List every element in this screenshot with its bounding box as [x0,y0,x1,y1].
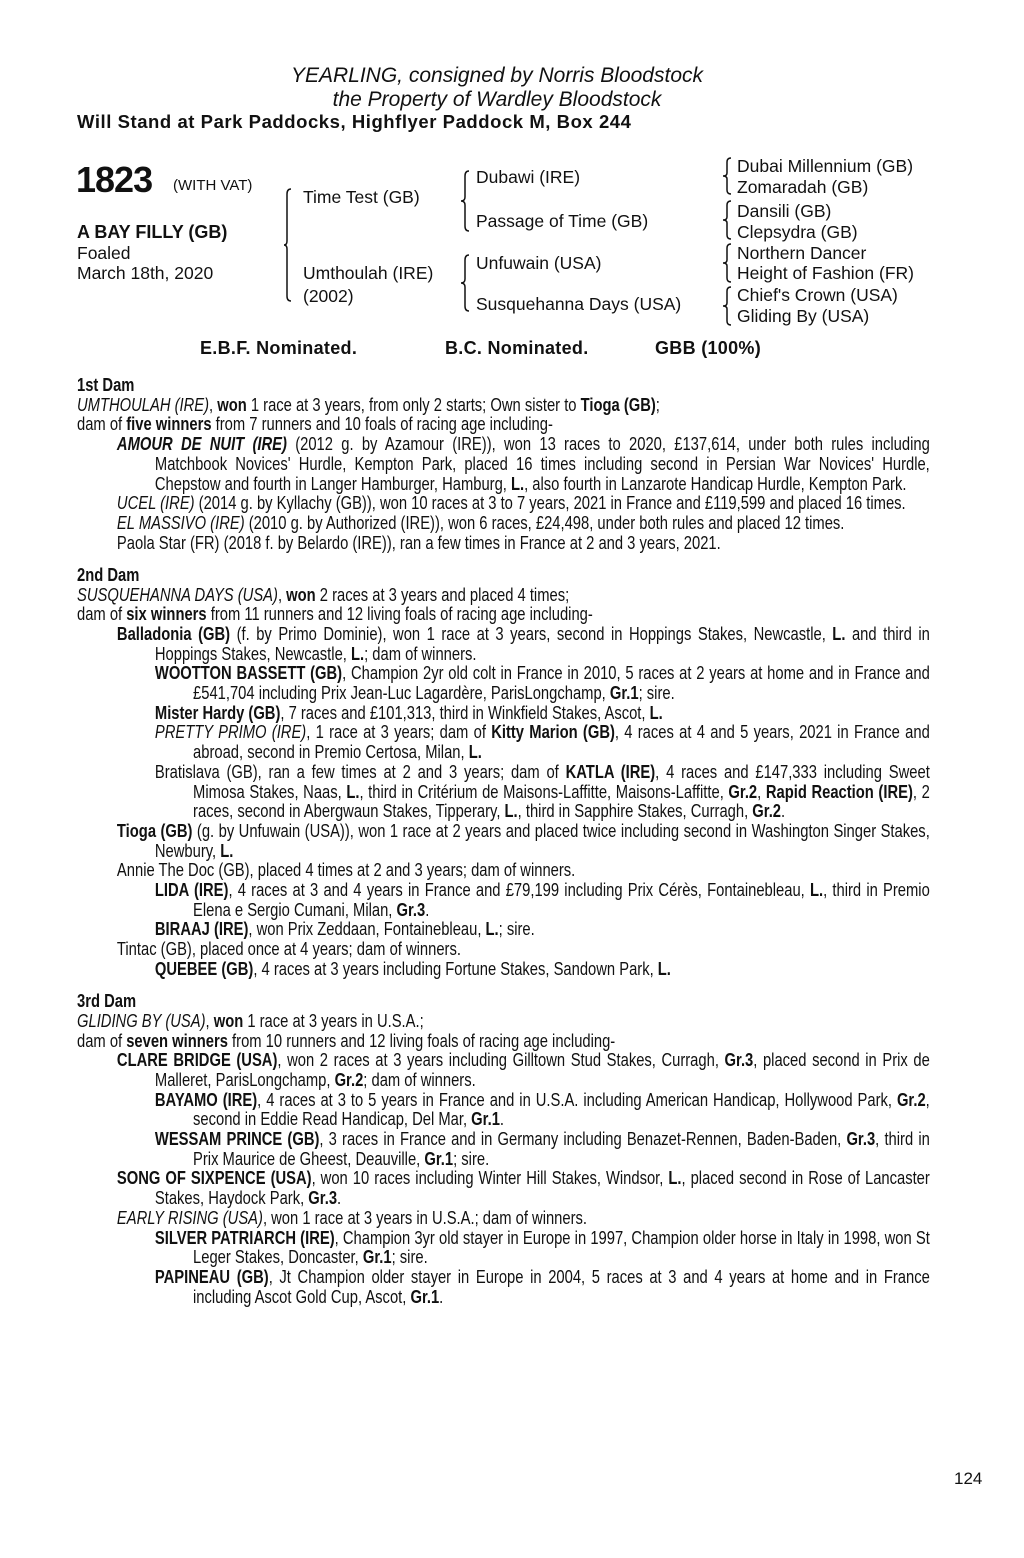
entry-text: . [499,1109,505,1130]
emphasis-text: LIDA (IRE) [154,880,229,901]
emphasis-text: BIRAAJ (IRE) [154,919,249,940]
pedigree-brace [722,157,732,195]
entry-text: (2010 g. by Authorized (IRE)), won 6 races, £24,498, under both rules and placed 12 times. [244,512,845,533]
emphasis-text: CLARE BRIDGE (USA) [116,1050,278,1071]
pedigree-gen3: Dansili (GB) [737,201,832,221]
entry-text: from 11 runners and 12 living foals of racing age including- [206,604,593,625]
produce-entry [77,494,930,514]
produce-entry [77,940,930,960]
pedigree-dam-dam: Susquehanna Days (USA) [476,294,682,314]
pedigree-gen3: Chief's Crown (USA) [737,285,898,305]
entry-text: ; dam of winners. [364,643,477,664]
emphasis-text: UCEL (IRE) [116,493,195,514]
emphasis-text: won [213,1010,244,1031]
produce-entry [77,534,930,554]
entry-text: , [205,1010,214,1031]
emphasis-text: Balladonia (GB) [116,623,231,644]
pedigree-brace [722,286,732,326]
lot-title: A BAY FILLY (GB) [77,222,228,242]
entry-text: ; dam of winners. [363,1069,476,1090]
emphasis-text: seven winners [126,1030,228,1051]
produce-entry [77,1169,930,1208]
produce-entry [77,1209,930,1229]
emphasis-text: Gr.1 [424,1148,454,1169]
produce-entry [77,415,930,435]
emphasis-text: Gr.3 [308,1188,338,1209]
emphasis-text: won [217,394,247,415]
section-heading: 3rd Dam [77,991,137,1012]
property-line: the Property of Wardley Bloodstock [332,88,662,111]
emphasis-text: L. [504,801,518,822]
emphasis-text: six winners [126,604,207,625]
entry-text: , third in Critérium de Maisons-Laffitte, Maisons-Laffitte, [359,781,729,802]
dam-section [77,376,930,553]
entry-text: , placed second in Prix de Malleret, ParisLongchamp, [154,1050,930,1090]
entry-text: 1 race at 3 years, from only 2 starts; Own sister to [246,394,581,415]
entry-text: from 10 runners and 12 living foals of racing age including- [227,1030,616,1051]
ebf-nomination: E.B.F. Nominated. [200,338,358,358]
entry-text: ; [655,394,660,415]
emphasis-text: SUSQUEHANNA DAYS (USA) [77,584,278,605]
emphasis-text: five winners [126,414,212,435]
produce-entry [77,920,930,940]
vat-note: (WITH VAT) [173,177,253,194]
produce-entry [77,625,930,664]
pedigree-gen3: Clepsydra (GB) [737,222,858,242]
entry-text: , won 10 races including Winter Hill Stakes, Windsor, [311,1168,669,1189]
emphasis-text: AMOUR DE NUIT (IRE) [116,434,287,455]
pedigree-dam-year: (2002) [303,286,354,306]
produce-entry [77,586,930,606]
emphasis-text: Kitty Marion (GB) [491,722,615,743]
produce-record [77,376,930,1307]
entry-text: , 1 race at 3 years; dam of [306,722,492,743]
produce-entry [77,514,930,534]
entry-text: , 3 races in France and in Germany including Benazet-Rennen, Baden-Baden, [319,1129,847,1150]
dam-section [77,566,930,980]
emphasis-text: L. [809,880,824,901]
produce-entry [77,1229,930,1268]
emphasis-text: Gr.3 [846,1129,876,1150]
emphasis-text: Gr.3 [724,1050,754,1071]
entry-text: dam of [77,414,127,435]
entry-text: , 7 races and £101,313, third in Winkfield Stakes, Ascot, [280,702,650,723]
entry-text: ; sire. [638,683,675,704]
pedigree-brace [722,243,732,283]
emphasis-text: Gr.1 [362,1247,392,1268]
foaled-date: March 18th, 2020 [77,263,214,283]
entry-text: Paola Star (FR) (2018 f. by Belardo (IRE)), ran a few times in France at 2 and 3 years, 2021. [116,532,721,553]
entry-text: . [337,1188,342,1209]
bc-nomination: B.C. Nominated. [445,338,589,358]
entry-text: , 2 races, second in Abergwaun Stakes, Tipperary, [193,781,930,822]
emphasis-text: PRETTY PRIMO (IRE) [154,722,307,743]
produce-entry [77,960,930,980]
pedigree-gen3: Dubai Millennium (GB) [737,156,914,176]
pedigree-brace [460,170,470,232]
emphasis-text: L. [832,623,846,644]
emphasis-text: L. [485,919,499,940]
entry-text: , won 1 race at 3 years in U.S.A.; dam of winners. [262,1207,588,1228]
produce-entry [77,1268,930,1307]
produce-entry [77,881,930,920]
entry-text: . [781,801,786,822]
entry-text: , third in Sapphire Stakes, Curragh, [517,801,753,822]
entry-text: (2014 g. by Kyllachy (GB)), won 10 races at 3 to 7 years, 2021 in France and £119,599 and placed 16 times. [194,493,906,514]
emphasis-text: Tioga (GB) [580,394,656,415]
section-heading: 1st Dam [77,375,135,395]
emphasis-text: Tioga (GB) [116,820,193,841]
emphasis-text: UMTHOULAH (IRE) [77,394,210,415]
entry-text: Bratislava (GB), ran a few times at 2 and 3 years; dam of [154,761,566,782]
emphasis-text: GLIDING BY (USA) [77,1010,206,1031]
entry-text: , 4 races at 4 and 5 years, 2021 in France and abroad, second in Premio Certosa, Milan, [193,722,930,763]
produce-entry [77,1130,930,1169]
pedigree-brace [460,254,470,312]
emphasis-text: Rapid Reaction (IRE) [765,781,913,802]
entry-text: , Champion 3yr old stayer in Europe in 1997, Champion older horse in Italy in 1998, won St Leger Stakes, Doncaster, [193,1227,930,1268]
entry-text: 2 races at 3 years and placed 4 times; [315,584,570,605]
entry-text: and third in Hoppings Stakes, Newcastle, [154,623,930,664]
produce-entry [77,396,930,416]
entry-text: , [209,394,218,415]
entry-text: , [277,584,287,605]
produce-entry [77,435,930,494]
pedigree-gen3: Height of Fashion (FR) [737,263,915,283]
emphasis-text: KATLA (IRE) [565,761,656,782]
emphasis-text: SILVER PATRIARCH (IRE) [154,1227,335,1248]
produce-entry [77,822,930,861]
section-heading: 2nd Dam [77,564,140,585]
emphasis-text: WOOTTON BASSETT (GB) [154,663,343,684]
emphasis-text: L. [220,840,234,861]
produce-entry [77,664,930,703]
entry-text: ; sire. [498,919,535,940]
entry-text: , third in Prix Maurice de Gheest, Deauville, [193,1129,930,1169]
emphasis-text: Mister Hardy (GB) [154,702,281,723]
entry-text: (g. by Unfuwain (USA)), won 1 race at 2 years and placed twice including second in Washington Singer Stakes, Newbury, [154,820,930,861]
pedigree-gen3: Gliding By (USA) [737,306,870,326]
pedigree-sire-dam: Passage of Time (GB) [476,211,649,231]
pedigree-dam: Umthoulah (IRE) [303,263,434,283]
emphasis-text: L. [657,958,671,979]
entry-text: , 4 races at 3 years including Fortune Stakes, Sandown Park, [253,958,658,979]
emphasis-text: Gr.2 [896,1089,926,1110]
emphasis-text: EL MASSIVO (IRE) [116,512,245,533]
entry-text: , also fourth in Lanzarote Handicap Hurdle, Kempton Park. [524,473,907,494]
entry-text: ; sire. [453,1148,490,1169]
lot-number: 1823 [76,159,153,200]
emphasis-text: L. [350,643,365,664]
pedigree-brace [722,200,732,240]
emphasis-text: Gr.2 [752,801,782,822]
emphasis-text: won [286,584,316,605]
produce-entry [77,1091,930,1130]
emphasis-text: QUEBEE (GB) [154,958,254,979]
entry-text: . [425,899,430,920]
pedigree-gen3: Northern Dancer [737,243,867,263]
emphasis-text: Gr.1 [471,1109,500,1130]
emphasis-text: L. [346,781,360,802]
emphasis-text: L. [668,1168,682,1189]
consignor-line: YEARLING, consigned by Norris Bloodstock [290,64,703,87]
entry-text: , won Prix Zeddaan, Fontainebleau, [248,919,486,940]
emphasis-text: BAYAMO (IRE) [154,1089,258,1110]
emphasis-text: Gr.2 [334,1069,364,1090]
emphasis-text: WESSAM PRINCE (GB) [154,1129,320,1150]
foaled-label: Foaled [77,243,131,263]
entry-text: from 7 runners and 10 foals of racing age including- [211,414,553,435]
entry-text: , won 2 races at 3 years including Gilltown Stud Stakes, Curragh, [277,1050,725,1071]
produce-entry [77,763,930,822]
emphasis-text: L. [468,742,482,763]
entry-text: Tintac (GB), placed once at 4 years; dam of winners. [116,939,461,960]
gbb-rating: GBB (100%) [655,338,762,358]
emphasis-text: Gr.1 [609,683,639,704]
produce-entry [77,1051,930,1090]
stand-location: Will Stand at Park Paddocks, Highflyer Paddock M, Box 244 [77,111,632,132]
produce-entry [77,605,930,625]
entry-text: , 4 races at 3 and 4 years in France and £79,199 including Prix Cérès, Fontainebleau, [228,880,810,901]
emphasis-text: EARLY RISING (USA) [116,1207,263,1228]
pedigree-sire-sire: Dubawi (IRE) [476,167,581,187]
pedigree-gen3: Zomaradah (GB) [737,177,869,197]
emphasis-text: SONG OF SIXPENCE (USA) [116,1168,312,1189]
pedigree-brace [284,188,292,302]
emphasis-text: L. [510,473,525,494]
emphasis-text: L. [649,702,663,723]
entry-text: , Jt Champion older stayer in Europe in 2004, 5 races at 3 and 4 years at home and in France including Ascot Gold Cup, Ascot, [193,1266,930,1307]
emphasis-text: Gr.3 [396,899,426,920]
entry-text: , [757,781,766,802]
entry-text: , Champion 2yr old colt in France in 2010, 5 races at 2 years at home and in France and £541,704 including Prix Jean-Luc Lagardère, ParisLongchamp, [193,663,930,704]
entry-text: dam of [77,1030,127,1051]
pedigree-dam-sire: Unfuwain (USA) [476,253,602,273]
produce-entry [77,704,930,724]
entry-text: , 4 races at 3 to 5 years in France and in U.S.A. including American Handicap, Hollywood Park, [257,1089,897,1110]
produce-entry [77,1032,930,1052]
produce-entry [77,1012,930,1032]
entry-text: Annie The Doc (GB), placed 4 times at 2 and 3 years; dam of winners. [116,860,576,881]
entry-text: , placed second in Rose of Lancaster Stakes, Haydock Park, [154,1168,930,1209]
entry-text: , third in Premio Elena e Sergio Cumani, Milan, [193,880,930,920]
emphasis-text: Gr.1 [410,1286,440,1307]
entry-text: , second in Eddie Read Handicap, Del Mar, [193,1089,930,1130]
entry-text: 1 race at 3 years in U.S.A.; [243,1010,424,1031]
entry-text: , 4 races and £147,333 including Sweet Mimosa Stakes, Naas, [193,761,930,802]
emphasis-text: Gr.2 [728,781,758,802]
dam-section [77,992,930,1307]
produce-entry [77,861,930,881]
entry-text: ; sire. [391,1247,428,1268]
entry-text: (2012 g. by Azamour (IRE)), won 13 races to 2020, £137,614, under both rules including Matchbook Novices' Hurdle, Kempton Park, placed 16 times including second in Persian War Novices' Hurdle, Chepstow and fourth in Langer Hamburger, Hamburg, [154,434,930,494]
pedigree-sire: Time Test (GB) [303,187,420,207]
entry-text: (f. by Primo Dominie), won 1 race at 3 years, second in Hoppings Stakes, Newcastle, [230,623,833,644]
page-number: 124 [954,1469,983,1488]
entry-text: dam of [77,604,127,625]
produce-entry [77,723,930,762]
entry-text: . [439,1286,444,1307]
emphasis-text: PAPINEAU (GB) [154,1266,269,1287]
